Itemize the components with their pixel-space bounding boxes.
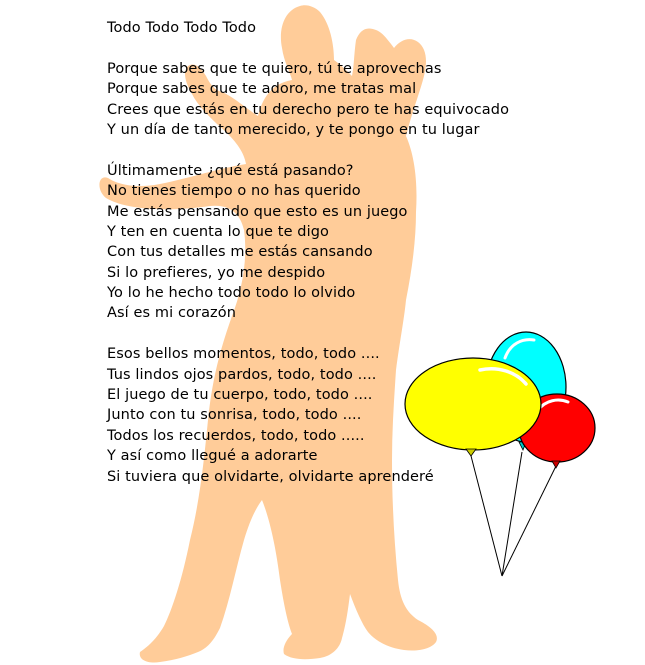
lyric-line: Si tuviera que olvidarte, olvidarte aprenderé — [107, 468, 434, 485]
lyric-line: Me estás pensando que esto es un juego — [107, 203, 408, 220]
lyric-line: Y ten en cuenta lo que te digo — [107, 223, 330, 240]
song-title: Todo Todo Todo Todo — [107, 20, 257, 36]
lyric-line: Esos bellos momentos, todo, todo .... — [107, 346, 380, 363]
stanza-2 — [107, 161, 547, 324]
lyric-line: Crees que estás en tu derecho pero te has equivocado — [107, 101, 510, 118]
lyric-line: Y así como llegué a adorarte — [107, 448, 318, 465]
lyrics-text — [107, 18, 547, 487]
lyric-line: Yo lo he hecho todo todo lo olvido — [107, 285, 356, 302]
lyric-line: Todos los recuerdos, todo, todo ..... — [107, 427, 365, 444]
lyric-line: Junto con tu sonrisa, todo, todo .... — [107, 407, 362, 424]
stanza-1 — [107, 59, 547, 141]
lyric-line: Si lo prefieres, yo me despido — [107, 264, 326, 281]
lyric-line: El juego de tu cuerpo, todo, todo .... — [107, 387, 373, 404]
lyric-line: Con tus detalles me estás cansando — [107, 244, 373, 261]
lyric-line: Porque sabes que te adoro, me tratas mal — [107, 81, 417, 98]
stanza-3 — [107, 344, 547, 487]
lyric-line: Tus lindos ojos pardos, todo, todo .... — [107, 366, 377, 383]
lyric-line: Así es mi corazón — [107, 305, 237, 322]
lyric-line: No tienes tiempo o no has querido — [107, 183, 361, 200]
lyric-line: Porque sabes que te quiero, tú te aprovechas — [107, 60, 442, 77]
lyric-line: Y un día de tanto merecido, y te pongo en tu lugar — [107, 121, 480, 138]
lyric-line: Últimamente ¿qué está pasando? — [107, 162, 354, 179]
